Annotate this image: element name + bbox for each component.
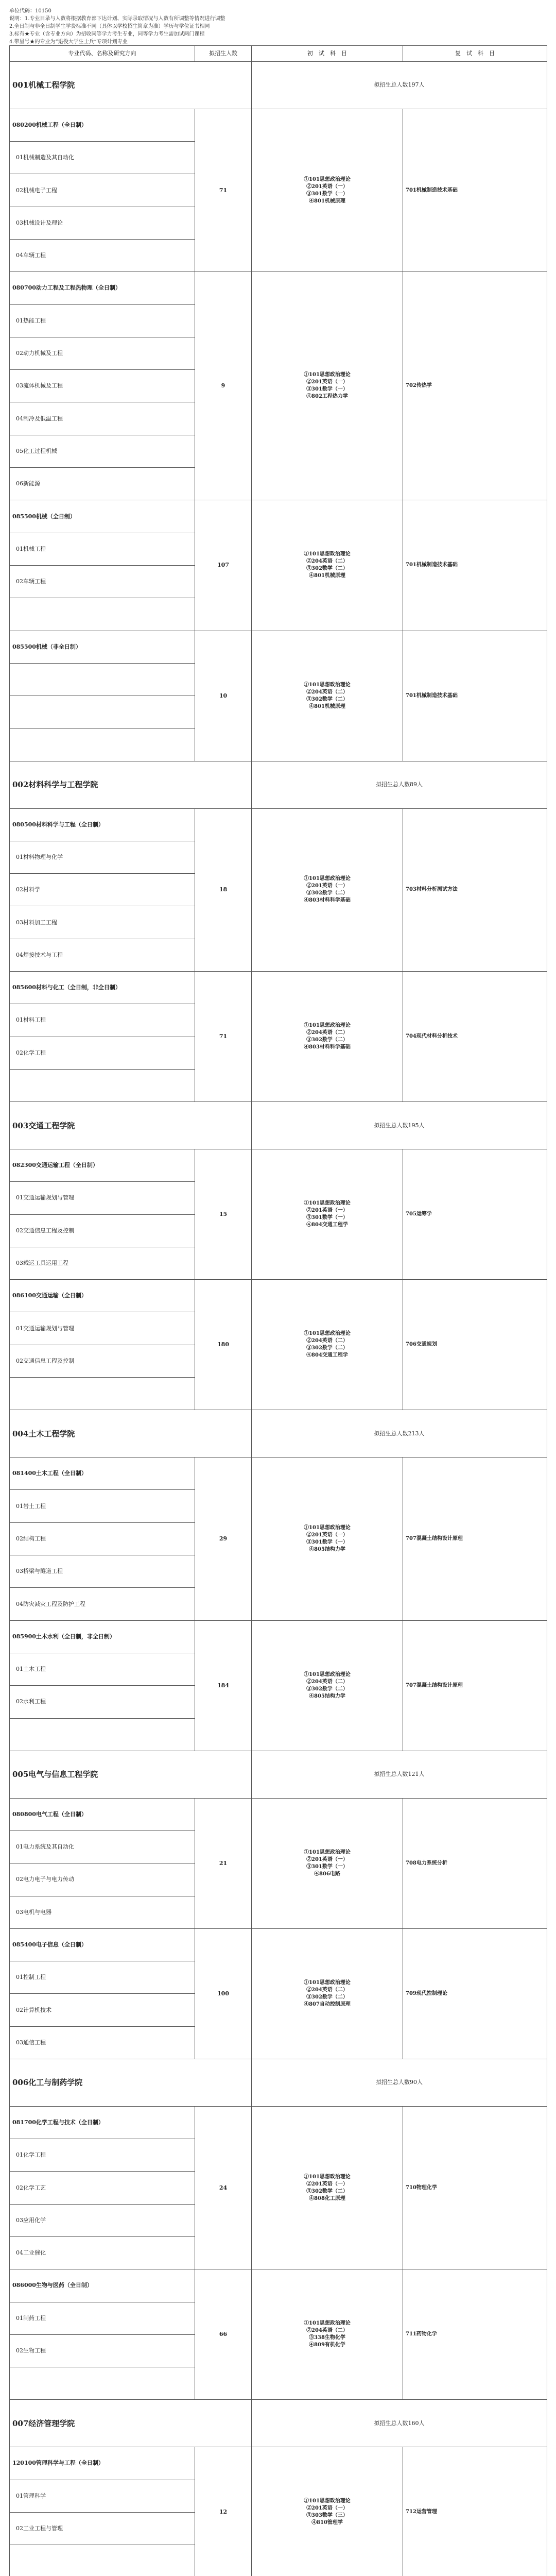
exam-subjects	[252, 1149, 403, 1280]
direction-name: 01制药工程	[10, 2302, 195, 2334]
major-row	[10, 1798, 547, 1831]
major-count: 18	[195, 808, 252, 971]
exam-subject: ①101思想政治理论	[304, 2320, 351, 2327]
direction-name: 06新能源	[10, 468, 195, 500]
exam-subjects	[252, 808, 403, 971]
exam-subject: ②201英语（一）	[306, 183, 348, 190]
major-name: 080700动力工程及工程热物理（全日制）	[10, 272, 195, 304]
major-name: 085900土木水利（全日制，非全日制）	[10, 1620, 195, 1653]
catalog-table	[9, 45, 547, 2576]
exam-subject: ③302数学（二）	[306, 890, 348, 896]
college-name: 003交通工程学院	[10, 1102, 252, 1149]
retest-subject: 704现代材料分析技术	[403, 972, 547, 1102]
exam-subject: ①101思想政治理论	[304, 2498, 351, 2504]
major-count: 29	[195, 1458, 252, 1620]
header-count: 拟招生人数	[195, 46, 252, 62]
college-note: 拟招生总人数121人	[252, 1751, 547, 1798]
header-exam: 初 试 科 目	[252, 46, 403, 62]
major-name: 086100交通运输（全日制）	[10, 1280, 195, 1312]
major-row	[10, 1149, 547, 1182]
header-line: 3.标有★专业（含专业方向）为招收同等学力考生专业，同等学力考生需加试两门课程	[9, 31, 205, 37]
exam-subject: ③302数学（二）	[306, 2188, 348, 2194]
major-row	[10, 2447, 547, 2480]
major-name: 081400土木工程（全日制）	[10, 1458, 195, 1490]
major-count: 12	[195, 2447, 252, 2576]
direction-name: 02交通信息工程及控制	[10, 1214, 195, 1247]
exam-subject: ①101思想政治理论	[304, 176, 351, 182]
exam-subjects	[252, 2447, 403, 2576]
exam-subjects	[252, 109, 403, 272]
major-count: 100	[195, 1928, 252, 2059]
direction-name: 04车辆工程	[10, 239, 195, 272]
direction-name: 02化学工艺	[10, 2172, 195, 2204]
direction-name: 04工业催化	[10, 2237, 195, 2269]
direction-name: 02计算机技术	[10, 1994, 195, 2026]
direction-name	[10, 2545, 195, 2576]
exam-subject: ③302数学（二）	[306, 1686, 348, 1692]
major-name: 080800电气工程（全日制）	[10, 1798, 195, 1831]
exam-subject: ④806电路	[314, 1871, 340, 1877]
major-count: 180	[195, 1280, 252, 1410]
direction-name: 02材料学	[10, 874, 195, 906]
exam-subject: ②201英语（一）	[306, 379, 348, 385]
retest-subject: 711药物化学	[403, 2269, 547, 2400]
direction-name: 03流体机械及工程	[10, 370, 195, 402]
college-note: 拟招生总人数213人	[252, 1410, 547, 1458]
college-name: 002材料科学与工程学院	[10, 761, 252, 808]
major-count: 10	[195, 631, 252, 761]
exam-subject: ③302数学（二）	[306, 696, 348, 702]
exam-subject: ④810管理学	[311, 2520, 343, 2526]
exam-subject: ④805结构力学	[309, 1693, 345, 1699]
major-name: 085600材料与化工（全日制，非全日制）	[10, 972, 195, 1004]
direction-name: 02结构工程	[10, 1522, 195, 1555]
exam-subject: ①101思想政治理论	[304, 1023, 351, 1029]
exam-subject: ④807自动控制原理	[304, 2001, 351, 2007]
major-row	[10, 1458, 547, 1490]
exam-subjects	[252, 1928, 403, 2059]
exam-subject: ①101思想政治理论	[304, 551, 351, 557]
direction-name: 02电力电子与电力传动	[10, 1863, 195, 1896]
direction-name: 01管理科学	[10, 2480, 195, 2512]
major-row	[10, 500, 547, 533]
direction-name	[10, 2367, 195, 2400]
direction-name	[10, 728, 195, 761]
direction-name: 04防灾减灾工程及防护工程	[10, 1588, 195, 1620]
major-row	[10, 1620, 547, 1653]
direction-name: 02生物工程	[10, 2334, 195, 2367]
major-row	[10, 2269, 547, 2302]
retest-subject: 712运营管理	[403, 2447, 547, 2576]
exam-subject: ②201英语（一）	[306, 1532, 348, 1538]
major-name: 086000生物与医药（全日制）	[10, 2269, 195, 2302]
college-row	[10, 62, 547, 109]
direction-name: 01机械制造及其自动化	[10, 142, 195, 174]
exam-subject: ②204英语（二）	[306, 1030, 348, 1036]
exam-subject: ③302数学（二）	[306, 1994, 348, 2000]
major-name: 085500机械（全日制）	[10, 500, 195, 533]
direction-name: 01材料物理与化学	[10, 841, 195, 873]
exam-subjects	[252, 1798, 403, 1928]
major-count: 15	[195, 1149, 252, 1280]
major-row	[10, 1928, 547, 1961]
direction-name: 02水利工程	[10, 1686, 195, 1718]
exam-subject: ③301数学（一）	[306, 386, 348, 393]
exam-subject: ①101思想政治理论	[304, 1979, 351, 1986]
direction-name: 01热能工程	[10, 304, 195, 337]
exam-subject: ④804交通工程学	[306, 1222, 348, 1228]
exam-subject: ②204英语（二）	[306, 1679, 348, 1685]
exam-subject: ③302数学（二）	[306, 1345, 348, 1351]
exam-subjects	[252, 1458, 403, 1620]
exam-subjects	[252, 272, 403, 500]
retest-subject: 708电力系统分析	[403, 1798, 547, 1928]
exam-subject: ③301数学（一）	[306, 1539, 348, 1545]
catalog-header	[9, 7, 545, 46]
college-note: 拟招生总人数197人	[252, 62, 547, 109]
exam-subject: ②201英语（一）	[306, 2181, 348, 2187]
direction-name	[10, 663, 195, 696]
header-line: 说明：1.专业目录与人数将根据教育部下达计划、实际录取情况与人数有所调整等情况进行调整	[9, 16, 225, 22]
exam-subject: ①101思想政治理论	[304, 372, 351, 378]
major-row	[10, 631, 547, 663]
direction-name: 02化学工程	[10, 1037, 195, 1069]
exam-subject: ②204英语（二）	[306, 1338, 348, 1344]
header-retest: 复 试 科 目	[403, 46, 547, 62]
direction-name: 01岩土工程	[10, 1490, 195, 1522]
exam-subject: ①101思想政治理论	[304, 1200, 351, 1207]
college-row	[10, 761, 547, 808]
exam-subject: ②201英语（一）	[306, 1856, 348, 1862]
direction-name: 04制冷及低温工程	[10, 402, 195, 435]
major-count: 184	[195, 1620, 252, 1751]
exam-subject: ③338生物化学	[309, 2335, 345, 2341]
exam-subject: ③303数学（三）	[306, 2513, 348, 2519]
exam-subjects	[252, 631, 403, 761]
direction-name: 01材料工程	[10, 1004, 195, 1037]
direction-name: 01控制工程	[10, 1961, 195, 1994]
direction-name	[10, 1069, 195, 1101]
exam-subject: ①101思想政治理论	[304, 876, 351, 882]
exam-subject: ④803材料科学基础	[304, 1044, 351, 1050]
direction-name: 04焊接技术与工程	[10, 939, 195, 971]
direction-name	[10, 598, 195, 631]
exam-subjects	[252, 972, 403, 1102]
direction-name: 01电力系统及其自动化	[10, 1831, 195, 1863]
college-row	[10, 1751, 547, 1798]
exam-subject: ④802工程热力学	[306, 394, 348, 400]
exam-subject: ②201英语（一）	[306, 883, 348, 889]
header-line: 单位代码：10150	[9, 8, 51, 14]
direction-name: 02交通信息工程及控制	[10, 1345, 195, 1377]
exam-subject: ①101思想政治理论	[304, 1671, 351, 1677]
direction-name: 05化工过程机械	[10, 435, 195, 467]
exam-subjects	[252, 2106, 403, 2269]
retest-subject: 707混凝土结构设计原理	[403, 1620, 547, 1751]
direction-name: 03桥梁与隧道工程	[10, 1555, 195, 1588]
direction-name: 01土木工程	[10, 1653, 195, 1685]
retest-subject: 703材料分析测试方法	[403, 808, 547, 971]
exam-subject: ④803材料科学基础	[304, 897, 351, 904]
major-name: 081700化学工程与技术（全日制）	[10, 2106, 195, 2139]
retest-subject: 702传热学	[403, 272, 547, 500]
direction-name: 01交通运输规划与管理	[10, 1312, 195, 1345]
college-name: 005电气与信息工程学院	[10, 1751, 252, 1798]
table-header-row	[10, 46, 547, 62]
exam-subject: ④808化工原理	[309, 2195, 345, 2201]
major-row	[10, 109, 547, 141]
retest-subject: 701机械制造技术基础	[403, 500, 547, 631]
exam-subject: ①101思想政治理论	[304, 1849, 351, 1855]
direction-name: 03材料加工工程	[10, 906, 195, 939]
college-row	[10, 1410, 547, 1458]
direction-name: 02车辆工程	[10, 565, 195, 598]
major-name: 082300交通运输工程（全日制）	[10, 1149, 195, 1182]
exam-subject: ②204英语（二）	[306, 2328, 348, 2334]
direction-name: 02动力机械及工程	[10, 337, 195, 369]
header-line: 2.全日制与非全日制学生学费标准不同（具体以学校招生简章为准）学历与学位证书相同	[9, 24, 210, 29]
college-note: 拟招生总人数195人	[252, 1102, 547, 1149]
direction-name	[10, 1378, 195, 1410]
retest-subject: 706交通规划	[403, 1280, 547, 1410]
exam-subject: ④805结构力学	[309, 1546, 345, 1552]
direction-name: 03载运工具运用工程	[10, 1247, 195, 1279]
college-name: 004土木工程学院	[10, 1410, 252, 1458]
header-major: 专业代码、名称及研究方向	[10, 46, 195, 62]
college-row	[10, 2059, 547, 2107]
direction-name: 03通信工程	[10, 2026, 195, 2059]
exam-subjects	[252, 2269, 403, 2400]
exam-subject: ③302数学（二）	[306, 566, 348, 572]
college-row	[10, 2400, 547, 2447]
college-name: 007经济管理学院	[10, 2400, 252, 2447]
direction-name	[10, 1718, 195, 1751]
college-name: 006化工与制药学院	[10, 2059, 252, 2107]
exam-subject: ③301数学（一）	[306, 1215, 348, 1221]
major-count: 9	[195, 272, 252, 500]
exam-subject: ①101思想政治理论	[304, 682, 351, 688]
direction-name: 03应用化学	[10, 2204, 195, 2236]
exam-subject: ④804交通工程学	[306, 1352, 348, 1359]
major-count: 107	[195, 500, 252, 631]
retest-subject: 701机械制造技术基础	[403, 109, 547, 272]
exam-subject: ②204英语（二）	[306, 689, 348, 695]
direction-name: 02工业工程与管理	[10, 2512, 195, 2545]
major-row	[10, 2106, 547, 2139]
major-count: 71	[195, 109, 252, 272]
exam-subject: ②204英语（二）	[306, 558, 348, 565]
retest-subject: 705运筹学	[403, 1149, 547, 1280]
exam-subjects	[252, 1620, 403, 1751]
college-row	[10, 1102, 547, 1149]
retest-subject: 707混凝土结构设计原理	[403, 1458, 547, 1620]
college-note: 拟招生总人数160人	[252, 2400, 547, 2447]
retest-subject: 709现代控制理论	[403, 1928, 547, 2059]
exam-subject: ①101思想政治理论	[304, 1524, 351, 1531]
major-name: 080500材料科学与工程（全日制）	[10, 808, 195, 841]
major-count: 21	[195, 1798, 252, 1928]
exam-subject: ④809有机化学	[309, 2342, 345, 2348]
major-name: 085500机械（非全日制）	[10, 631, 195, 663]
direction-name: 01机械工程	[10, 533, 195, 565]
college-note: 拟招生总人数90人	[252, 2059, 547, 2107]
direction-name: 01交通运输规划与管理	[10, 1182, 195, 1214]
major-name: 120100管理科学与工程（全日制）	[10, 2447, 195, 2480]
exam-subject: ①101思想政治理论	[304, 1331, 351, 1337]
direction-name: 01化学工程	[10, 2139, 195, 2172]
exam-subject: ③301数学（一）	[306, 191, 348, 197]
college-name: 001机械工程学院	[10, 62, 252, 109]
exam-subjects	[252, 500, 403, 631]
major-count: 66	[195, 2269, 252, 2400]
header-line: 4.带星号★的专业为“退役大学生士兵”专项计划专业	[9, 39, 128, 45]
major-count: 24	[195, 2106, 252, 2269]
major-row	[10, 272, 547, 304]
direction-name: 03机械设计及理论	[10, 207, 195, 239]
retest-subject: 710物理化学	[403, 2106, 547, 2269]
direction-name	[10, 696, 195, 728]
exam-subject: ②201英语（一）	[306, 1208, 348, 1214]
exam-subject: ④801机械原理	[309, 703, 345, 709]
exam-subject: ③302数学（二）	[306, 1037, 348, 1043]
major-row	[10, 808, 547, 841]
exam-subject: ③301数学（一）	[306, 1863, 348, 1870]
exam-subject: ④801机械原理	[309, 573, 345, 579]
major-name: 080200机械工程（全日制）	[10, 109, 195, 141]
exam-subjects	[252, 1280, 403, 1410]
major-count: 71	[195, 972, 252, 1102]
direction-name: 02机械电子工程	[10, 174, 195, 207]
retest-subject: 701机械制造技术基础	[403, 631, 547, 761]
college-note: 拟招生总人数89人	[252, 761, 547, 808]
direction-name: 03电机与电器	[10, 1896, 195, 1928]
exam-subject: ④801机械原理	[309, 198, 345, 204]
major-row	[10, 1280, 547, 1312]
major-name: 085400电子信息（全日制）	[10, 1928, 195, 1961]
exam-subject: ②201英语（一）	[306, 2505, 348, 2512]
major-row	[10, 972, 547, 1004]
exam-subject: ①101思想政治理论	[304, 2174, 351, 2180]
exam-subject: ②204英语（二）	[306, 1987, 348, 1993]
